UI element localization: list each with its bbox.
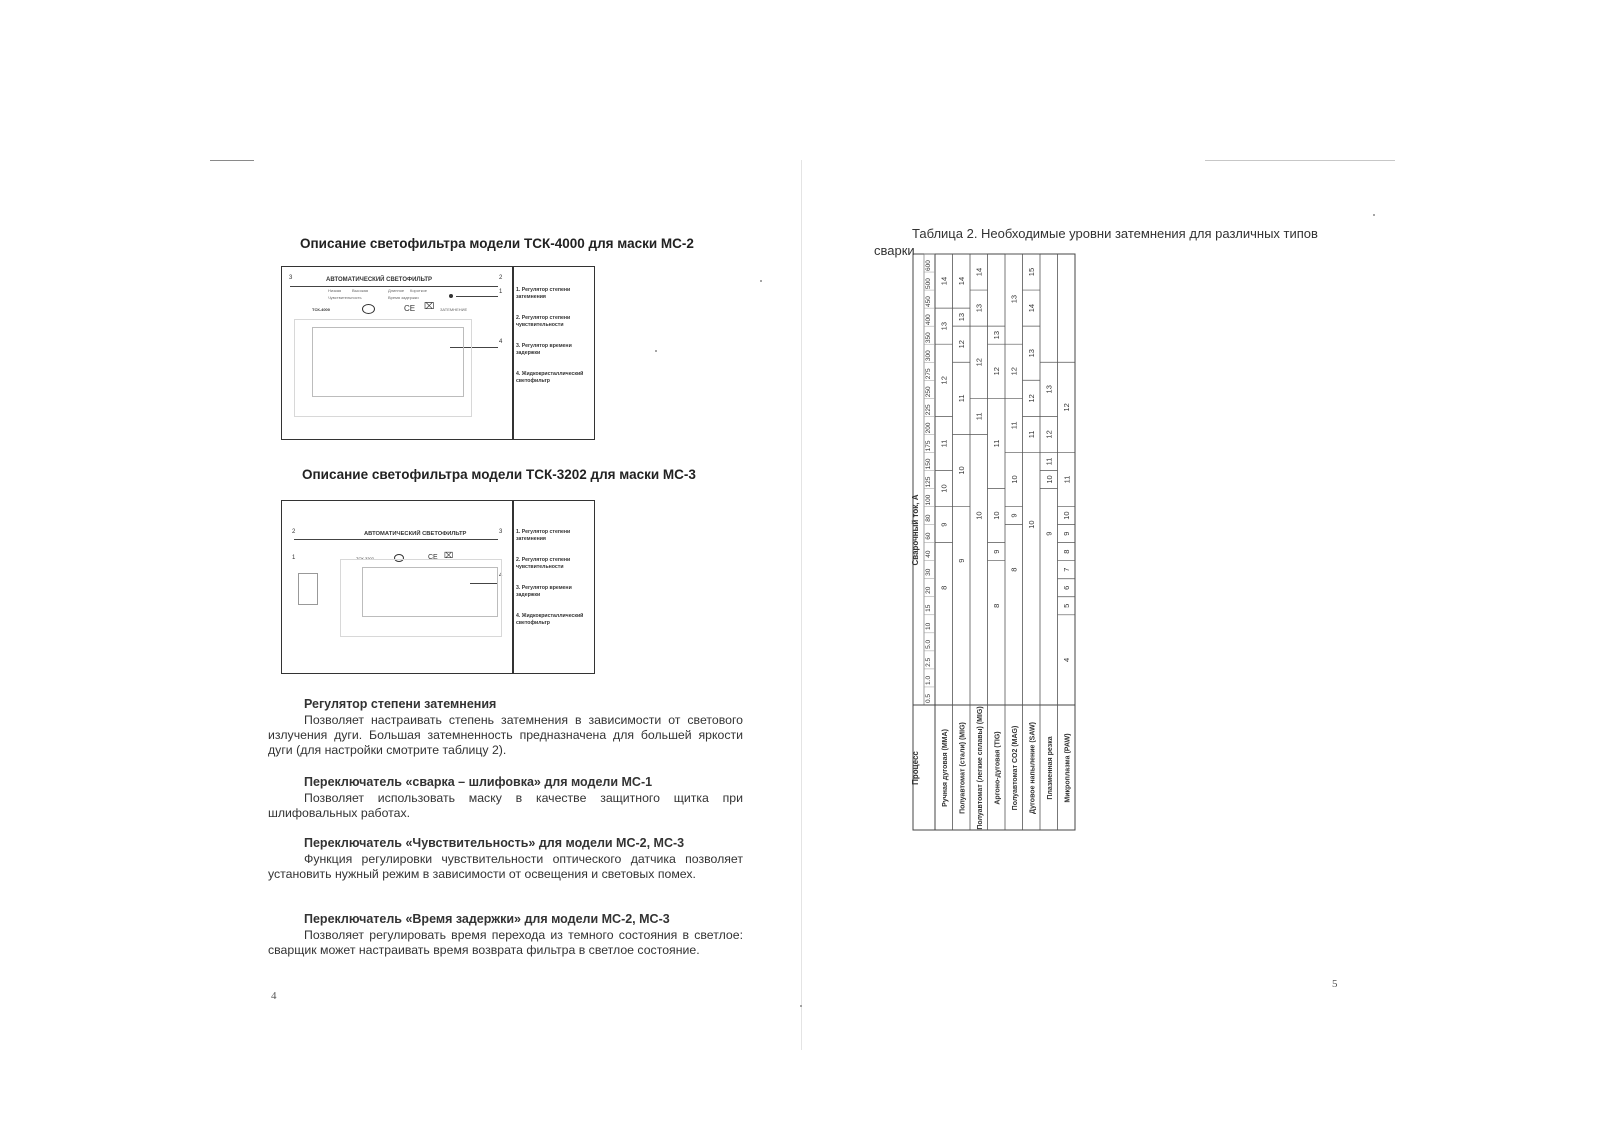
current-tick-label: 300 xyxy=(925,350,932,362)
paragraph-body: Позволяет настраивать степень затемнения в зависимости от светового излучения дуги. Большая затемненность предназначена для большей яркости дуги (для настройки смотрите таблицу 2). xyxy=(268,713,743,757)
shade-value: 8 xyxy=(1062,549,1072,554)
paragraph-body: Функция регулировки чувствительности оптического датчика позволяет установить нужный режим в зависимости от освещения и световых помех. xyxy=(268,852,743,881)
shade-value: 13 xyxy=(1009,294,1019,304)
current-tick-label: 150 xyxy=(925,458,932,470)
filter-diagram-tsk3202 xyxy=(281,500,595,674)
shade-value: 14 xyxy=(957,276,967,286)
filter-diagram-tsk4000 xyxy=(281,266,595,440)
shade-value: 13 xyxy=(992,331,1002,340)
callout-3: 3 xyxy=(499,529,503,535)
shade-value: 12 xyxy=(939,376,949,385)
header-line xyxy=(294,539,498,540)
paragraph-grind-switch xyxy=(268,775,743,821)
disposal-icon: ⌧ xyxy=(424,301,435,311)
callout-3: 3 xyxy=(289,275,293,281)
legend-item-4: 4. Жидкокристаллический светофильтр xyxy=(516,613,584,626)
shade-value: 15 xyxy=(1027,267,1037,277)
current-tick-label: 500 xyxy=(925,278,932,289)
scan-speck xyxy=(655,350,657,352)
callout-4: 4 xyxy=(499,339,503,345)
scan-speck xyxy=(760,280,762,282)
shade-value: 10 xyxy=(957,466,967,475)
current-tick-label: 400 xyxy=(925,314,932,326)
process-name: Полуавтомат (стали) (MIG) xyxy=(959,722,967,814)
shade-value: 14 xyxy=(974,267,984,277)
shade-value: 11 xyxy=(939,439,949,448)
paragraph-sensitivity-switch xyxy=(268,836,743,882)
shade-value: 13 xyxy=(974,303,984,313)
current-tick-label: 1.0 xyxy=(925,675,932,685)
current-tick-label: 20 xyxy=(925,586,932,594)
callout-2: 2 xyxy=(292,529,296,535)
shade-value: 13 xyxy=(1044,385,1054,394)
page-fold xyxy=(801,160,802,1050)
page-number-left: 4 xyxy=(271,990,277,1002)
shade-value: 9 xyxy=(1009,513,1019,518)
shade-value: 10 xyxy=(974,511,984,520)
current-header: Сварочный ток, А xyxy=(911,494,920,566)
callout-2: 2 xyxy=(499,275,503,281)
process-name: Ручная дуговая (MMA) xyxy=(941,729,949,807)
label-high: Высокая xyxy=(352,288,369,293)
process-name: Полуавтомат (легкие сплавы) (MIG) xyxy=(976,706,984,830)
legend-item-2: 2. Регулятор степени чувствительности xyxy=(516,557,571,570)
label-delay: Время задержки xyxy=(388,295,419,300)
paragraph-heading: Переключатель «сварка – шлифовка» для модели МС-1 xyxy=(304,775,653,789)
legend-item-1: 1. Регулятор степени затемнения xyxy=(516,287,571,300)
shade-value: 8 xyxy=(939,585,949,590)
scan-rule-left xyxy=(210,160,254,161)
paragraph-delay-switch xyxy=(268,912,743,958)
process-name: Микроплазма (PAW) xyxy=(1064,733,1072,803)
ce-mark: CE xyxy=(428,554,438,561)
process-header: Процесс xyxy=(911,751,920,785)
current-tick-label: 80 xyxy=(925,514,932,522)
paragraph-heading: Переключатель «Чувствительность» для модели МС-2, МС-3 xyxy=(304,836,685,850)
shade-value: 10 xyxy=(1009,475,1019,484)
current-tick-label: 200 xyxy=(925,422,932,434)
darkness-knob-icon xyxy=(449,294,453,298)
shade-value: 11 xyxy=(1062,475,1072,484)
current-tick-label: 0.5 xyxy=(925,693,932,704)
process-name: Плазменная резка xyxy=(1046,736,1054,800)
diagram-divider xyxy=(512,501,514,673)
current-tick-label: 350 xyxy=(925,332,932,344)
shade-value: 6 xyxy=(1062,585,1072,590)
process-name: Дуговое напыление (SAW) xyxy=(1029,722,1037,814)
table-frame xyxy=(913,254,1075,830)
shade-value: 9 xyxy=(939,522,949,527)
table-caption-line2: сварки xyxy=(874,243,915,258)
current-tick-label: 275 xyxy=(925,368,932,380)
scan-speck xyxy=(800,1005,802,1007)
shade-value: 12 xyxy=(957,340,967,349)
current-tick-label: 60 xyxy=(925,532,932,540)
label-long: Длинное xyxy=(388,288,405,293)
table-caption xyxy=(874,225,1334,259)
current-tick-label: 175 xyxy=(925,440,932,452)
legend-item-1: 1. Регулятор степени затемнения xyxy=(516,529,571,542)
section-title-tsk3202: Описание светофильтра модели ТСК-3202 для маски МС-3 xyxy=(302,467,696,482)
current-tick-label: 2.5 xyxy=(925,657,932,667)
process-name: Полуавтомат CO2 (MAG) xyxy=(1011,725,1019,811)
shade-value: 12 xyxy=(1027,394,1037,403)
current-tick-label: 30 xyxy=(925,568,932,576)
shade-value: 14 xyxy=(1027,303,1037,313)
shade-value: 13 xyxy=(1027,349,1037,358)
leader-1 xyxy=(456,296,498,297)
current-tick-label: 450 xyxy=(925,296,932,308)
current-tick-label: 100 xyxy=(925,494,932,506)
shade-value: 11 xyxy=(1044,457,1054,466)
shade-value: 12 xyxy=(1009,367,1019,376)
filter-banner: АВТОМАТИЧЕСКИЙ СВЕТОФИЛЬТР xyxy=(326,277,433,283)
shade-value: 14 xyxy=(939,276,949,286)
ce-mark: CE xyxy=(404,304,416,313)
knob-panel xyxy=(298,573,318,605)
legend-item-3: 3. Регулятор времени задержки xyxy=(516,343,572,356)
page-number-right: 5 xyxy=(1332,978,1338,990)
model-label: ТСК-3202 xyxy=(356,556,374,561)
shade-value: 8 xyxy=(1009,567,1019,572)
shade-value: 11 xyxy=(957,394,967,403)
darkness-label: ЗАТЕМНЕНИЕ xyxy=(440,307,468,312)
shade-value: 12 xyxy=(1044,430,1054,439)
shade-value: 13 xyxy=(939,321,949,331)
shade-value: 11 xyxy=(1009,421,1019,430)
filter-banner: АВТОМАТИЧЕСКИЙ СВЕТОФИЛЬТР xyxy=(364,531,467,537)
paragraph-heading: Регулятор степени затемнения xyxy=(304,697,497,711)
shade-value: 12 xyxy=(1062,403,1072,412)
shade-value: 7 xyxy=(1062,567,1072,572)
certification-mark-icon xyxy=(362,304,375,314)
legend-item-3: 3. Регулятор времени задержки xyxy=(516,585,572,598)
process-name: Аргоно-дуговая (TIG) xyxy=(994,731,1002,805)
shade-value: 9 xyxy=(992,549,1002,554)
shade-value: 10 xyxy=(1027,520,1037,529)
paragraph-heading: Переключатель «Время задержки» для модели МС-2, МС-3 xyxy=(304,912,670,926)
paragraph-darkness-regulator xyxy=(268,697,743,758)
shade-value: 11 xyxy=(992,439,1002,448)
paragraph-body: Позволяет регулировать время перехода из темного состояния в светлое: сварщик может настраивать время возврата фильтра в светлое состояние. xyxy=(268,928,743,957)
shade-value: 12 xyxy=(974,358,984,367)
shade-value: 11 xyxy=(974,412,984,421)
callout-4: 4 xyxy=(499,573,503,579)
table-caption-line1: Таблица 2. Необходимые уровни затемнения для различных типов xyxy=(912,226,1318,241)
shade-value: 8 xyxy=(992,603,1002,608)
shade-value: 9 xyxy=(957,558,967,563)
filter-outline xyxy=(340,559,502,637)
shade-value: 4 xyxy=(1062,657,1072,662)
current-tick-label: 125 xyxy=(925,476,932,488)
diagram-divider xyxy=(512,267,514,439)
shade-value: 10 xyxy=(939,484,949,493)
current-tick-label: 15 xyxy=(925,604,932,612)
paragraph-body: Позволяет использовать маску в качестве защитного щитка при шлифовальных работах. xyxy=(268,791,743,820)
legend-item-4: 4. Жидкокристаллический светофильтр xyxy=(516,371,584,384)
current-tick-label: 250 xyxy=(925,386,932,398)
disposal-icon: ⌧ xyxy=(444,551,454,560)
section-title-tsk4000: Описание светофильтра модели ТСК-4000 для маски МС-2 xyxy=(300,236,694,251)
label-sensitivity: Чувствительность xyxy=(328,295,362,300)
shade-value: 12 xyxy=(992,367,1002,376)
callout-1: 1 xyxy=(499,289,503,295)
label-short: Короткое xyxy=(410,288,427,293)
shade-value: 10 xyxy=(1044,475,1054,484)
filter-outline xyxy=(294,319,472,417)
shade-value: 11 xyxy=(1027,430,1037,439)
current-tick-label: 5.0 xyxy=(925,639,932,649)
current-tick-label: 10 xyxy=(925,622,932,630)
shade-value: 5 xyxy=(1062,603,1072,608)
shade-value: 9 xyxy=(1062,531,1072,536)
model-label: ТСК-4000 xyxy=(312,307,331,312)
current-tick-label: 225 xyxy=(925,404,932,416)
legend-item-2: 2. Регулятор степени чувствительности xyxy=(516,315,571,328)
current-tick-label: 40 xyxy=(925,550,932,558)
shade-value: 10 xyxy=(1062,511,1072,520)
header-line xyxy=(290,286,498,287)
scan-speck xyxy=(1373,214,1375,216)
label-low: Низкая xyxy=(328,288,342,293)
shade-value: 13 xyxy=(957,312,967,322)
current-tick-label: 600 xyxy=(925,260,932,271)
shade-value: 10 xyxy=(992,511,1002,520)
shade-value: 9 xyxy=(1044,531,1054,536)
scan-rule-right xyxy=(1205,160,1395,161)
callout-1: 1 xyxy=(292,555,296,561)
